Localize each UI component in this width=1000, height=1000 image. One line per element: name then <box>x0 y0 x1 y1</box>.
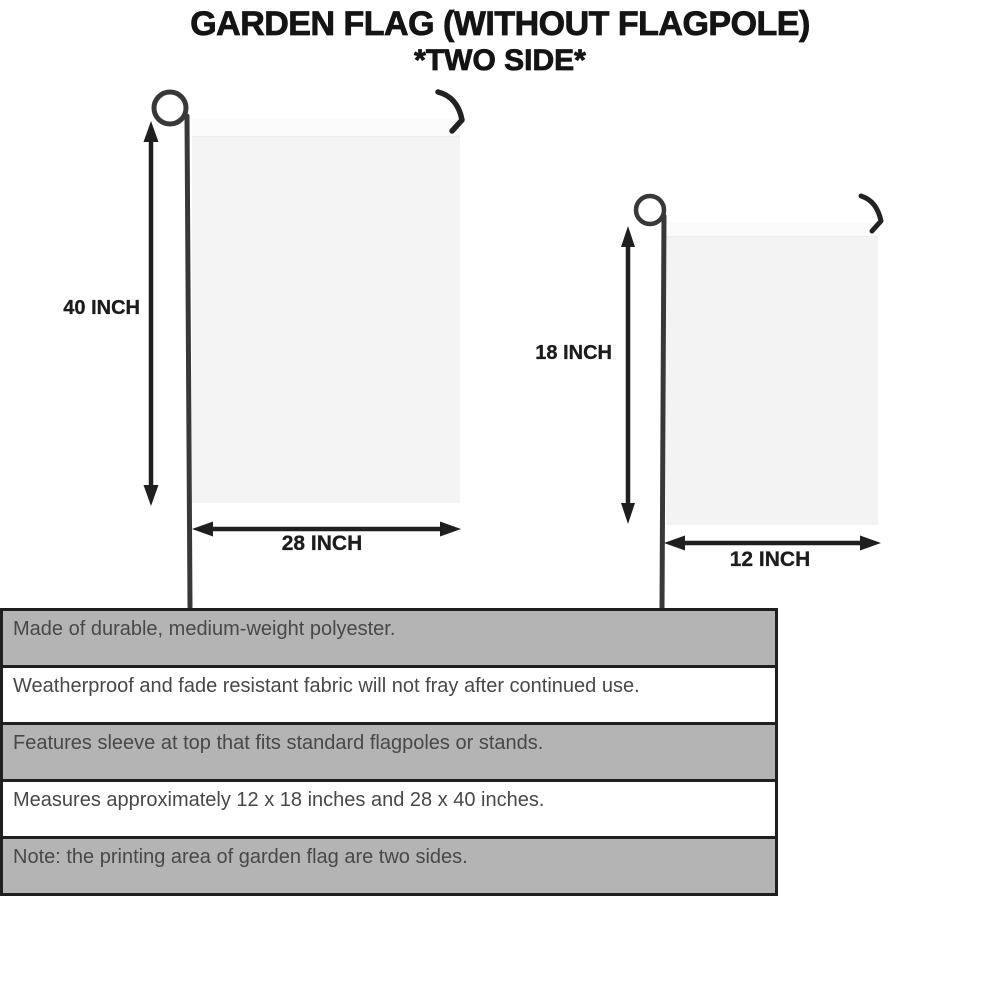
feature-list <box>0 608 778 896</box>
height-label-large: 40 INCH <box>63 297 140 319</box>
feature-row-sleeve: Features sleeve at top that fits standard flagpoles or stands. <box>3 725 775 782</box>
flagpole-small <box>662 216 664 610</box>
flagpole-large <box>187 116 190 607</box>
height-label-small: 18 INCH <box>535 342 612 364</box>
page-title <box>0 4 1000 77</box>
height-arrow-small <box>621 226 635 524</box>
feature-row-measures: Measures approximately 12 x 18 inches and 28 x 40 inches. <box>3 782 775 839</box>
flag-small-panel <box>666 222 878 525</box>
height-arrow-large <box>144 121 159 506</box>
flagpole-small-loop-icon <box>636 196 664 224</box>
flag-large-sleeve <box>192 118 460 137</box>
width-label-small: 12 INCH <box>729 548 811 571</box>
title-line-1: GARDEN FLAG (WITHOUT FLAGPOLE) <box>190 5 810 43</box>
feature-row-note: Note: the printing area of garden flag are two sides. <box>3 839 775 893</box>
title-line-2: *TWO SIDE* <box>414 44 586 78</box>
feature-row-weatherproof: Weatherproof and fade resistant fabric will not fray after continued use. <box>3 668 775 725</box>
flagpole-large-loop-icon <box>154 92 186 124</box>
flag-small-sleeve <box>666 222 878 237</box>
width-label-large: 28 INCH <box>281 532 363 555</box>
flag-large-panel <box>192 118 460 503</box>
feature-row-material: Made of durable, medium-weight polyester. <box>3 611 775 668</box>
